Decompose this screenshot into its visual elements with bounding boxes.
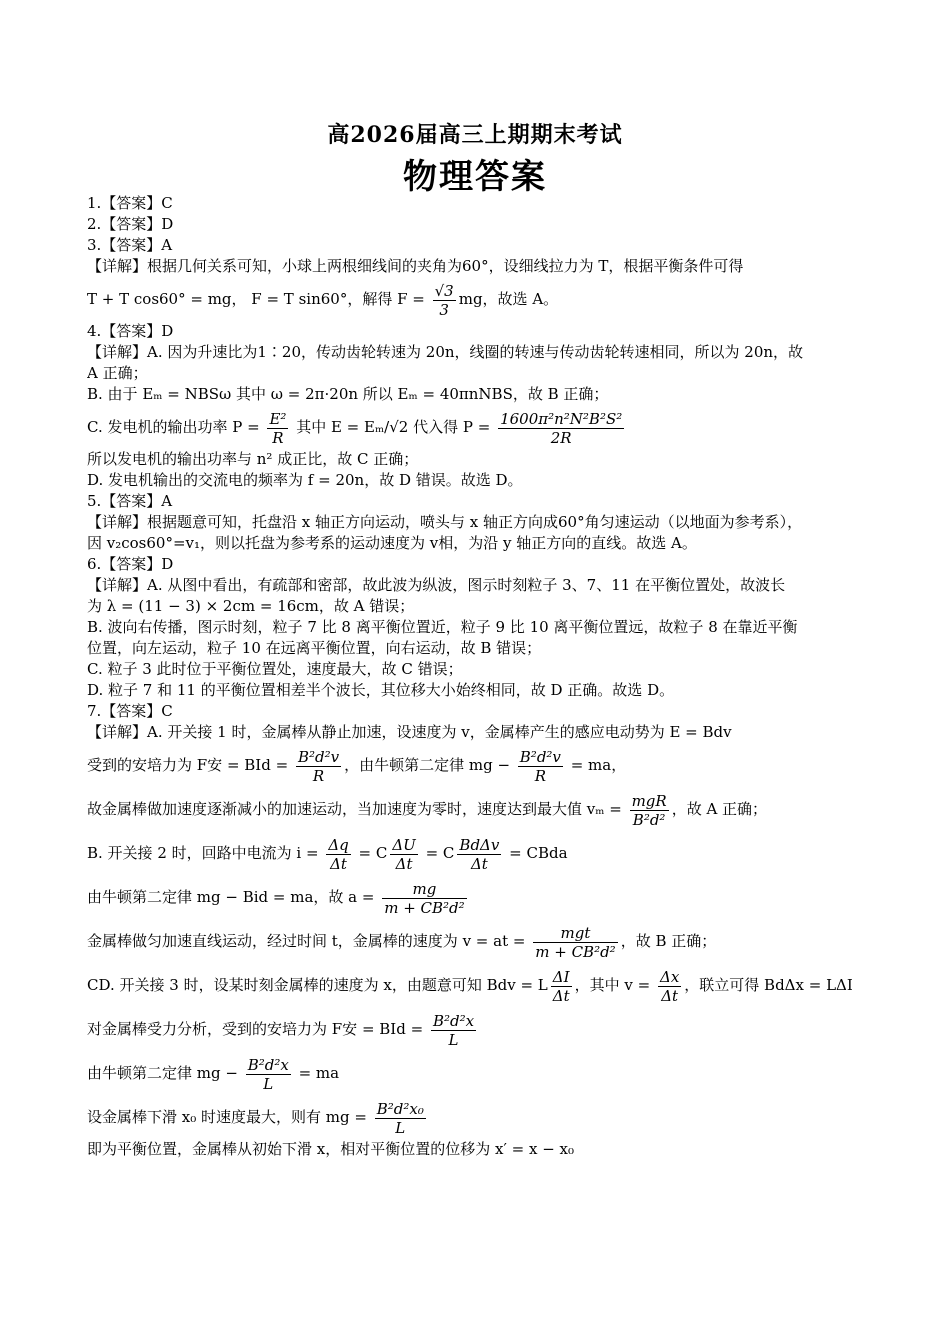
answer-body: [87, 193, 867, 1160]
formula-text: 设金属棒下滑 x₀ 时速度最大，则有 mg =: [87, 1108, 372, 1126]
denominator: R: [534, 766, 546, 785]
text-line: 1.【答案】C: [87, 194, 173, 212]
fraction: [630, 792, 669, 829]
text-line: D. 发电机输出的交流电的频率为 f = 20n，故 D 错误。故选 D。: [87, 471, 523, 489]
denominator: Δt: [395, 854, 413, 873]
denominator: Δt: [552, 986, 570, 1005]
numerator: B²d²x: [432, 1011, 475, 1030]
fraction: [518, 748, 563, 785]
text-line: 5.【答案】A: [87, 492, 173, 510]
text-line: 2.【答案】D: [87, 215, 174, 233]
numerator: BdΔv: [459, 835, 500, 854]
numerator: √3: [434, 281, 454, 300]
denominator: R: [312, 766, 325, 785]
formula-text: 由牛顿第二定律 mg −: [87, 1064, 243, 1082]
fraction: [457, 836, 501, 873]
answer-title: 物理答案: [403, 157, 547, 197]
text-line: [87, 919, 867, 963]
denominator: L: [448, 1030, 459, 1049]
numerator: ΔI: [551, 968, 572, 987]
text-line: 3.【答案】A: [87, 236, 173, 254]
text-line: [87, 831, 867, 875]
formula-text: = C: [420, 844, 455, 862]
fraction: [375, 1100, 426, 1137]
fraction: [551, 968, 572, 1005]
formula-text: 由牛顿第二定律 mg − Bid = ma，故 a =: [87, 888, 380, 906]
fraction: [390, 836, 417, 873]
formula-text: ，故 B 正确；: [620, 932, 717, 950]
text-line: [87, 277, 867, 321]
fraction: [498, 410, 624, 447]
numerator: Δx: [659, 967, 680, 986]
formula-text: 其中 E = Eₘ/√2 代入得 P =: [291, 418, 496, 436]
fraction: [382, 880, 466, 917]
formula-text: CD. 开关接 3 时，设某时刻金属棒的速度为 x，由题意可知 Bdv = L: [87, 976, 548, 994]
formula-text: = ma: [293, 1064, 340, 1082]
fraction: [246, 1056, 291, 1093]
text-line: [87, 963, 867, 1007]
text-line: 即为平衡位置，金属棒从初始下滑 x，相对平衡位置的位移为 x′ = x − x₀: [87, 1140, 575, 1158]
text-line: D. 粒子 7 和 11 的平衡位置相差半个波长，其位移大小始终相同，故 D 正确。故选 D。: [87, 681, 675, 699]
formula-text: = C: [353, 844, 388, 862]
numerator: ΔU: [392, 835, 416, 854]
numerator: B²d²x₀: [376, 1099, 424, 1118]
numerator: B²d²v: [519, 747, 561, 766]
formula-text: T + T cos60° = mg， F = T sin60°，解得 F =: [87, 290, 430, 308]
fraction: [533, 924, 617, 961]
denominator: B²d²: [632, 810, 666, 829]
text-line: 所以发电机的输出功率与 n² 成正比，故 C 正确；: [87, 450, 419, 468]
denominator: Δt: [661, 986, 679, 1005]
numerator: 1600π²n²N²B²S²: [500, 409, 623, 428]
formula-text: B. 开关接 2 时，回路中电流为 i =: [87, 844, 324, 862]
denominator: 3: [439, 300, 449, 319]
text-line: 因 v₂cos60°=v₁，则以托盘为参考系的运动速度为 v相，为沿 y 轴正方向的直线。故选 A。: [87, 534, 697, 552]
text-line: [87, 1095, 867, 1139]
numerator: E²: [269, 409, 287, 428]
formula-text: ，联立可得 BdΔx = LΔI: [684, 976, 853, 994]
text-line: C. 粒子 3 此时位于平衡位置处，速度最大，故 C 错误；: [87, 660, 463, 678]
numerator: B²d²v: [297, 747, 340, 766]
text-line: 位置，向左运动，粒子 10 在远离平衡位置，向右运动，故 B 错误；: [87, 639, 542, 657]
text-line: [87, 1051, 867, 1095]
text-line: [87, 743, 867, 787]
denominator: m + CB²d²: [384, 898, 465, 917]
text-line: 7.【答案】C: [87, 702, 173, 720]
text-line: [87, 875, 867, 919]
text-line: B. 波向右传播，图示时刻，粒子 7 比 8 离平衡位置近，粒子 9 比 10 离平衡位置远，故粒子 8 在靠近平衡: [87, 618, 798, 636]
numerator: mg: [382, 880, 466, 899]
numerator: B²d²x: [247, 1055, 289, 1074]
text-line: 【详解】根据几何关系可知，小球上两根细线间的夹角为60°，设细线拉力为 T，根据平衡条件可得: [87, 257, 744, 275]
text-line: 【详解】A. 因为升速比为1∶20，传动齿轮转速为 20n，线圈的转速与传动齿轮转速相同，所以为 20n，故: [87, 343, 804, 361]
text-line: 【详解】A. 开关接 1 时，金属棒从静止加速，设速度为 v，金属棒产生的感应电动势为 E = Bdv: [87, 723, 732, 741]
formula-text: 金属棒做匀加速直线运动，经过时间 t，金属棒的速度为 v = at =: [87, 932, 531, 950]
numerator: Δq: [328, 835, 349, 854]
numerator: mgR: [631, 791, 667, 810]
text-line: 4.【答案】D: [87, 322, 174, 340]
formula-text: 对金属棒受力分析，受到的安培力为 F安 = BId =: [87, 1020, 428, 1038]
fraction: [326, 836, 350, 873]
formula-text: ，其中 v =: [574, 976, 655, 994]
fraction: [431, 1012, 476, 1049]
formula-text: 受到的安培力为 F安 = BId =: [87, 756, 293, 774]
fraction: [433, 282, 456, 319]
text-line: 【详解】根据题意可知，托盘沿 x 轴正方向运动，喷头与 x 轴正方向成60°角匀速运动（以地面为参考系），: [87, 513, 803, 531]
text-line: [87, 1007, 867, 1051]
fraction: [296, 748, 341, 785]
formula-text: mg，故选 A。: [458, 290, 559, 308]
text-line: A 正确；: [87, 364, 148, 382]
exam-title: 高2026届高三上期期末考试: [327, 122, 623, 148]
text-line: [87, 405, 867, 449]
text-line: [87, 787, 867, 831]
text-line: 【详解】A. 从图中看出，有疏部和密部，故此波为纵波，图示时刻粒子 3、7、11 在平衡位置处，故波长: [87, 576, 786, 594]
denominator: R: [272, 428, 284, 447]
formula-text: 故金属棒做加速度逐渐减小的加速运动，当加速度为零时，速度达到最大值 vₘ =: [87, 800, 627, 818]
denominator: L: [395, 1118, 406, 1137]
denominator: Δt: [470, 854, 488, 873]
fraction: [267, 410, 288, 447]
formula-text: = CBda: [504, 844, 568, 862]
denominator: L: [263, 1074, 274, 1093]
fraction: [658, 968, 681, 1005]
denominator: Δt: [330, 854, 347, 873]
formula-text: ，由牛顿第二定律 mg −: [344, 756, 515, 774]
text-line: 为 λ = (11 − 3) × 2cm = 16cm，故 A 错误；: [87, 597, 415, 615]
denominator: m + CB²d²: [535, 942, 616, 961]
numerator: mgt: [533, 924, 617, 943]
denominator: 2R: [550, 428, 572, 447]
formula-text: = ma，: [565, 756, 627, 774]
text-line: 6.【答案】D: [87, 555, 174, 573]
text-line: B. 由于 Eₘ = NBSω 其中 ω = 2π·20n 所以 Eₘ = 40πnNBS，故 B 正确；: [87, 385, 609, 403]
formula-text: ，故 A 正确；: [671, 800, 768, 818]
formula-text: C. 发电机的输出功率 P =: [87, 418, 265, 436]
